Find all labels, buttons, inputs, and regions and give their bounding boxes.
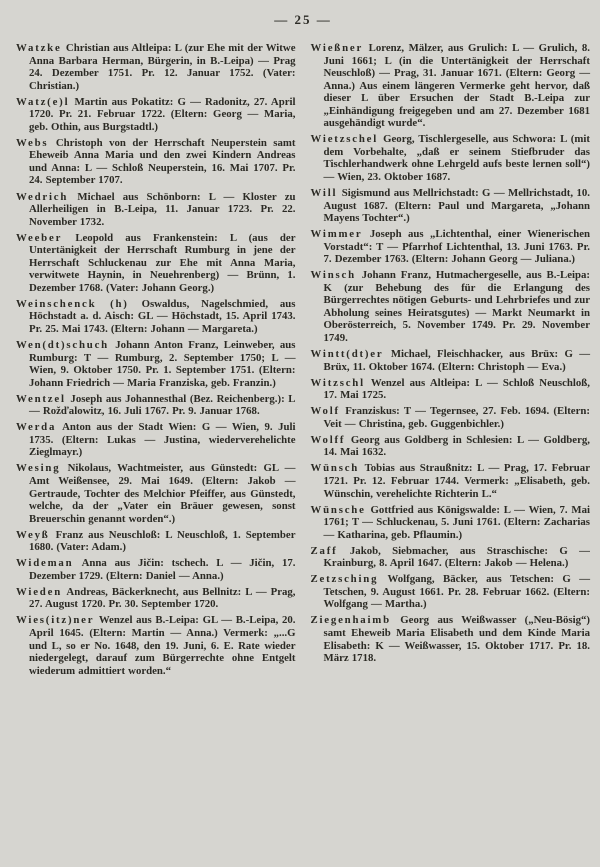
register-entry: [16, 298, 296, 336]
entry-surname: Zetzsching: [310, 573, 379, 586]
register-entry: [16, 557, 296, 582]
page-number: — 25 —: [274, 12, 332, 27]
entry-surname: Weyß: [16, 528, 50, 541]
entry-text: Johann Anton Franz, Leinweber, aus Rumburg: T — Rumburg, 2. September 1750; L — Wien, 9. Oktober 1750. Pr. 1. September 1751. (Eltern: Johann Friedrich — Maria Franziska, geb. Franzin.): [29, 339, 296, 389]
two-column-text-block: [16, 42, 590, 681]
entry-text: Franz aus Neuschloß: L Neuschloß, 1. September 1680. (Vater: Adam.): [29, 528, 296, 554]
entry-text: Joseph aus „Lichtenthal, einer Wienerischen Vorstadt“: T — Pfarrhof Lichtenthal, 13. Juni 1763. Pr. 7. Dezember 1763. (Eltern: Johann Georg — Juliana.): [323, 228, 590, 266]
register-entry: [311, 614, 591, 664]
entry-surname: Werda: [16, 421, 57, 434]
entry-text: Andreas, Bäckerknecht, aus Bellnitz: L — Prag, 27. August 1720. Pr. 30. September 1720.: [29, 585, 296, 611]
entry-text: Christian aus Altleipa: L (zur Ehe mit der Witwe Anna Barbara Herman, Bürgerin, in B.-Leipa) — Prag 24. Dezember 1751. Pr. 12. Januar 1752. (Vater: Christian.): [29, 42, 296, 92]
register-entry: [16, 42, 296, 92]
entry-surname: Webs: [16, 136, 49, 149]
entry-surname: Wünsche: [310, 503, 366, 516]
entry-text: Anton aus der Stadt Wien: G — Wien, 9. Juli 1735. (Eltern: Lukas — Justina, wiederverehelichte Zieglmayr.): [29, 421, 296, 459]
entry-surname: Watzke: [16, 42, 62, 54]
register-entry: [16, 421, 296, 459]
register-entry: [16, 339, 296, 389]
register-entry: [311, 405, 591, 430]
entry-text: Oswaldus, Nagelschmied, aus Höchstadt a. d. Aisch: GL — Höchstadt, 15. April 1743. Pr. 25. Mai 1743. (Eltern: Johann — Margareta.): [29, 297, 296, 335]
entry-surname: Weeber: [16, 231, 63, 244]
entry-surname: Wen(dt)schuch: [16, 339, 109, 352]
register-entry: [311, 545, 591, 570]
entry-text: Georg, Tischlergeselle, aus Schwora: L (mit dem Vorbehalte, „daß er seinem Stiefbruder das Tischlerhandwerk ohne Lehrgeld aufs beste lernen soll“) — Wien, 23. Oktober 1687.: [323, 133, 590, 183]
entry-surname: Wimmer: [310, 228, 363, 241]
register-entry: [311, 348, 591, 373]
register-entry: [311, 462, 591, 500]
entry-surname: Wolf: [310, 405, 340, 418]
register-entry: [311, 377, 591, 402]
entry-surname: Wietzschel: [310, 133, 379, 146]
entry-text: Wolfgang, Bäcker, aus Tetschen: G — Tetschen, 9. August 1661. Pr. 28. Februar 1662. (Eltern: Wolfgang — Martha.): [323, 573, 591, 611]
entry-text: Sigismund aus Mellrichstadt: G — Mellrichstadt, 10. August 1687. (Eltern: Paul und Margareta, „Johann Mayens Tochter“.): [323, 187, 590, 225]
register-entry: [311, 269, 591, 344]
entry-surname: Zaff: [310, 544, 338, 557]
entry-surname: Will: [310, 187, 338, 200]
register-entry: [16, 614, 296, 677]
entry-surname: Ziegenhaimb: [310, 614, 391, 627]
entry-text: Martin aus Pokatitz: G — Radonitz, 27. April 1720. Pr. 21. Februar 1722. (Eltern: Georg — Maria, geb. Othin, aus Burgstadtl.): [29, 95, 296, 133]
register-entry: [16, 137, 296, 187]
register-entry: [16, 529, 296, 554]
entry-text: Michael, Fleischhacker, aus Brüx: G — Brüx, 11. Oktober 1674. (Eltern: Christoph — Eva.): [323, 348, 590, 373]
entry-surname: Witzschl: [310, 376, 365, 389]
entry-surname: Wießner: [310, 42, 364, 54]
register-entry: [311, 187, 591, 225]
entry-text: Nikolaus, Wachtmeister, aus Günstedt: GL — Amt Weißensee, 29. Mai 1649. (Eltern: Jakob — Gertraude, Tochter des Melchior Pfeiffer, aus Günstedt, welche, da der „Vater ein Bräuer gewesen, sonst Breuerschin genannt worden“.): [29, 462, 296, 525]
entry-surname: Wedrich: [16, 190, 69, 203]
entry-surname: Wünsch: [310, 462, 360, 475]
entry-text: Leopold aus Frankenstein: L (aus der Untertänigkeit der Herrschaft Rumburg in jene der Herrschaft Schluckenau zur Ehe mit Anna Maria, verwitwete Haynin, in Neuehrenberg) — Brünn, 1. Dezember 1768. (Vater: Johann Georg.): [29, 231, 296, 294]
register-entry: [16, 462, 296, 525]
entry-surname: Watz(e)l: [16, 95, 70, 108]
entry-surname: Wentzel: [16, 392, 66, 405]
entry-text: Lorenz, Mälzer, aus Grulich: L — Grulich, 8. Juni 1661; L (in die Untertänigkeit der Herrschaft Neuschloß) — Prag, 31. Januar 1671. (Eltern: Georg — Anna.) Aus einem längeren Vermerke geht hervor, daß dieser L über Ersuchen der Stadt B.-Leipa zur „Einhändigung freigegeben und am 27. Dezember 1681 ausgehändigt wurde“.: [323, 42, 590, 130]
column-left: [16, 42, 296, 681]
register-entry: [311, 228, 591, 266]
entry-text: Tobias aus Straußnitz: L — Prag, 17. Februar 1721. Pr. 12. Februar 1744. Vermerk: „Elisabeth, geb. Wünschin, verehelichte Richterin L.“: [323, 462, 590, 500]
register-entry: [16, 96, 296, 134]
register-entry: [16, 393, 296, 418]
entry-text: Georg aus Weißwasser („Neu-Bösig“) samt Eheweib Maria Elisabeth und dem Kinde Maria Elisabeth: K — Weißwasser, 15. Oktober 1717. Pr. 18. März 1718.: [323, 614, 590, 665]
entry-surname: Wieden: [16, 585, 62, 598]
register-entry: [311, 573, 591, 611]
register-entry: [16, 586, 296, 611]
entry-text: Georg aus Goldberg in Schlesien: L — Goldberg, 14. Mai 1632.: [323, 433, 590, 459]
register-entry: [16, 232, 296, 295]
entry-text: Franziskus: T — Tegernsee, 27. Feb. 1694. (Eltern: Veit — Christina, geb. Guggenbichler.): [323, 405, 590, 430]
entry-surname: Wolff: [310, 433, 346, 446]
register-entry: [311, 504, 591, 542]
entry-text: Wenzel aus Altleipa: L — Schloß Neuschloß, 17. Mai 1725.: [323, 376, 591, 402]
entry-text: Michael aus Schönborn: L — Kloster zu Allerheiligen in B.-Leipa, 11. Januar 1723. Pr. 22. November 1732.: [29, 190, 296, 228]
register-entry: [311, 133, 591, 183]
entry-text: Anna aus Jičin: tschech. L — Jičin, 17. Dezember 1729. (Eltern: Daniel — Anna.): [29, 557, 296, 582]
entry-text: Jakob, Siebmacher, aus Straschische: G — Krainburg, 8. April 1647. (Eltern: Jakob — Helena.): [323, 544, 590, 570]
entry-text: Johann Franz, Hutmachergeselle, aus B.-Leipa: K (zur Behebung des für die Erlangung des Bürgerrechtes nötigen Geburts- und Lehrbriefes und zur Abholung seines Heiratsgutes) — Markt Neumarkt in Oberösterreich, 5. November 1749. Pr. 29. November 1749.: [323, 269, 590, 345]
entry-text: Gottfried aus Königswalde: L — Wien, 7. Mai 1761; T — Schluckenau, 5. Juni 1761. (Eltern: Zacharias — Katharina, geb. Pflaumin.): [323, 503, 591, 541]
entry-surname: Weinschenck (h): [16, 297, 129, 310]
register-entry: [311, 434, 591, 459]
entry-surname: Winsch: [310, 269, 356, 282]
entry-text: Joseph aus Johannesthal (Bez. Reichenberg.): L — Rožďalowitz, 16. Juli 1767. Pr. 9. Januar 1768.: [29, 392, 296, 418]
register-entry: [311, 42, 591, 130]
entry-text: Christoph von der Herrschaft Neuperstein samt Eheweib Anna Maria und den zwei Kindern Andreas und Anna: L — Schloß Neuperstein, 16. Mai 1707. Pr. 24. September 1707.: [29, 136, 296, 187]
entry-surname: Wideman: [16, 557, 74, 570]
entry-text: Wenzel aus B.-Leipa: GL — B.-Leipa, 20. April 1645. (Eltern: Martin — Anna.) Vermerk: „...G und L, so er No. 1648, den 19. Juni, 6. E. Rate wieder niedergelegt, darauf zum Bürgerrechte ohne Entgelt wiederum admittiert worden.“: [29, 614, 296, 677]
column-right: [311, 42, 591, 668]
register-entry: [16, 191, 296, 229]
entry-surname: Wies(itz)ner: [16, 614, 95, 627]
entry-surname: Wesing: [16, 462, 61, 475]
entry-surname: Wintt(dt)er: [310, 348, 384, 361]
